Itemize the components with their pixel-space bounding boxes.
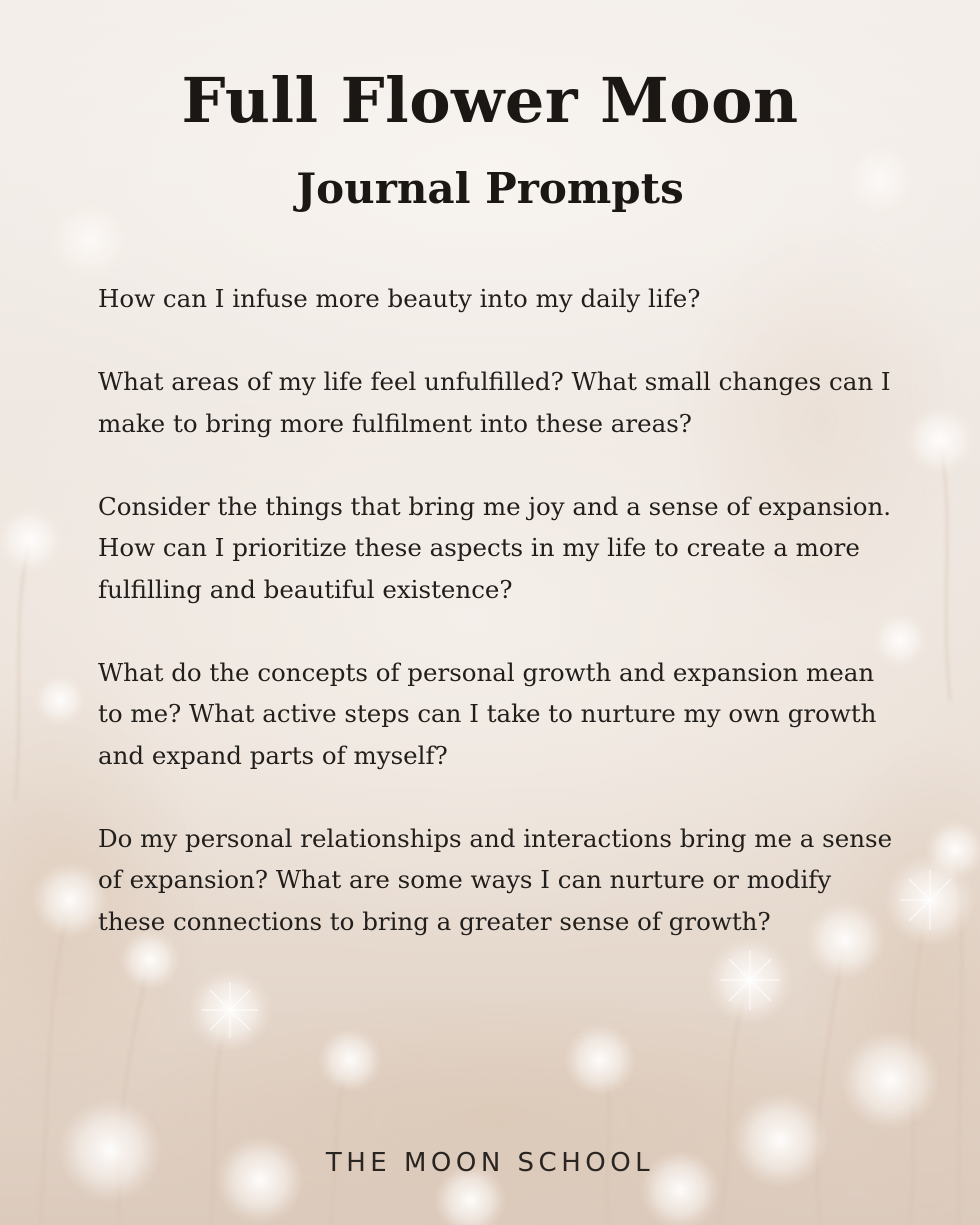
prompt-item: Do my personal relationships and interactions bring me a sense of expansion? What are some ways I can nurture or modify these connections to bring a greater sense of growth? (98, 823, 893, 936)
page-subtitle: Journal Prompts (296, 164, 684, 213)
brand-footer: THE MOON SCHOOL (325, 1148, 655, 1178)
prompt-item: What areas of my life feel unfulfilled? What small changes can I make to bring more fulfilment into these areas? (98, 367, 891, 438)
page-title: Full Flower Moon (181, 64, 799, 137)
prompt-item: Consider the things that bring me joy and a sense of expansion. How can I prioritize these aspects in my life to create a more fulfilling and beautiful existence? (98, 491, 892, 604)
prompt-item: What do the concepts of personal growth and expansion mean to me? What active steps can I take to nurture my own growth and expand parts of myself? (98, 657, 877, 770)
prompt-item: How can I infuse more beauty into my daily life? (98, 284, 701, 313)
prompt-list (98, 278, 898, 984)
